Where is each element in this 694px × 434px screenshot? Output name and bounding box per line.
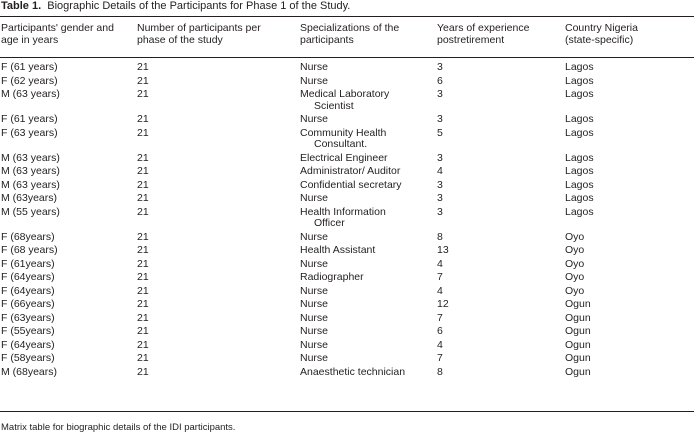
cell-years-experience: 3 <box>437 205 443 218</box>
table-top-rule <box>0 16 694 17</box>
cell-gender-age: M (68years) <box>1 365 58 378</box>
cell-state: Lagos <box>565 61 594 73</box>
table-row <box>0 353 694 367</box>
cell-specialization: Confidential secretary <box>300 178 402 191</box>
cell-gender-age: F (61years) <box>1 257 55 270</box>
cell-gender-age: F (64years) <box>1 284 55 297</box>
cell-specialization: Nurse <box>300 325 329 337</box>
cell-years-experience: 3 <box>437 151 443 164</box>
cell-years-experience: 5 <box>437 126 443 139</box>
cell-specialization: Community Health Consultant. <box>300 126 387 150</box>
cell-participant-count: 21 <box>137 178 149 191</box>
cell-participant-count: 21 <box>137 126 149 139</box>
cell-specialization: Radiographer <box>300 271 364 283</box>
cell-years-experience: 8 <box>437 365 443 378</box>
cell-participant-count: 21 <box>137 230 149 243</box>
table-row <box>0 272 694 286</box>
cell-years-experience: 4 <box>437 257 443 270</box>
header-participant-count: Number of participants per phase of the study <box>137 22 261 47</box>
cell-specialization: Nurse <box>300 61 329 73</box>
cell-participant-count: 21 <box>137 338 149 351</box>
table-header-rule <box>0 57 694 58</box>
cell-participant-count: 21 <box>137 311 149 324</box>
cell-state: Lagos <box>565 165 594 177</box>
table-row <box>0 259 694 273</box>
cell-years-experience: 3 <box>437 88 443 100</box>
cell-gender-age: F (66years) <box>1 298 55 310</box>
cell-gender-age: F (68years) <box>1 230 55 243</box>
cell-gender-age: M (63 years) <box>1 165 60 177</box>
cell-participant-count: 21 <box>137 352 149 364</box>
header-gender-age: Participants' gender and age in years <box>1 22 114 47</box>
table-row <box>0 232 694 246</box>
cell-state: Ogun <box>565 352 591 364</box>
cell-gender-age: F (64years) <box>1 271 55 283</box>
cell-participant-count: 21 <box>137 61 149 73</box>
table-row <box>0 367 694 381</box>
table-bottom-rule <box>0 411 694 412</box>
cell-state: Ogun <box>565 298 591 310</box>
cell-state: Ogun <box>565 365 591 378</box>
table-row <box>0 153 694 167</box>
cell-years-experience: 3 <box>437 113 443 125</box>
cell-participant-count: 21 <box>137 113 149 125</box>
cell-state: Oyo <box>565 244 585 256</box>
cell-specialization: Nurse <box>300 74 329 87</box>
cell-years-experience: 7 <box>437 311 443 324</box>
cell-specialization: Nurse <box>300 192 329 204</box>
cell-gender-age: F (63 years) <box>1 126 58 139</box>
table-row <box>0 193 694 207</box>
cell-participant-count: 21 <box>137 257 149 270</box>
cell-specialization: Nurse <box>300 257 329 270</box>
cell-specialization: Nurse <box>300 113 329 125</box>
cell-participant-count: 21 <box>137 284 149 297</box>
cell-state: Oyo <box>565 271 585 283</box>
cell-state: Ogun <box>565 338 591 351</box>
cell-years-experience: 12 <box>437 298 449 310</box>
cell-state: Oyo <box>565 257 585 270</box>
cell-participant-count: 21 <box>137 244 149 256</box>
cell-years-experience: 6 <box>437 325 443 337</box>
header-years-experience: Years of experience postretirement <box>437 22 530 47</box>
cell-gender-age: M (55 years) <box>1 205 60 218</box>
table-row <box>0 62 694 76</box>
table-row <box>0 114 694 128</box>
cell-specialization: Nurse <box>300 298 329 310</box>
cell-years-experience: 6 <box>437 74 443 87</box>
cell-years-experience: 4 <box>437 165 443 177</box>
cell-state: Lagos <box>565 178 594 191</box>
table-row <box>0 207 694 232</box>
table-row <box>0 340 694 354</box>
cell-participant-count: 21 <box>137 165 149 177</box>
cell-participant-count: 21 <box>137 325 149 337</box>
cell-specialization: Medical Laboratory Scientist <box>300 88 390 112</box>
cell-participant-count: 21 <box>137 205 149 218</box>
cell-specialization: Nurse <box>300 338 329 351</box>
table-body <box>0 62 694 380</box>
cell-years-experience: 8 <box>437 230 443 243</box>
cell-state: Lagos <box>565 126 594 139</box>
cell-state: Oyo <box>565 230 585 243</box>
cell-specialization: Nurse <box>300 352 329 364</box>
cell-gender-age: F (55years) <box>1 325 55 337</box>
cell-gender-age: F (63years) <box>1 311 55 324</box>
cell-state: Lagos <box>565 192 594 204</box>
cell-years-experience: 3 <box>437 192 443 204</box>
cell-gender-age: F (58years) <box>1 352 55 364</box>
table-row <box>0 76 694 90</box>
table-row <box>0 245 694 259</box>
cell-state: Lagos <box>565 113 594 125</box>
cell-state: Lagos <box>565 88 594 100</box>
cell-state: Lagos <box>565 151 594 164</box>
cell-specialization: Nurse <box>300 230 329 243</box>
cell-state: Ogun <box>565 325 591 337</box>
cell-gender-age: F (68 years) <box>1 244 58 256</box>
cell-years-experience: 7 <box>437 271 443 283</box>
cell-years-experience: 7 <box>437 352 443 364</box>
table-row <box>0 299 694 313</box>
table-row <box>0 180 694 194</box>
cell-state: Lagos <box>565 205 594 218</box>
cell-participant-count: 21 <box>137 271 149 283</box>
cell-gender-age: M (63years) <box>1 192 58 204</box>
cell-years-experience: 4 <box>437 338 443 351</box>
table-caption-text: Biographic Details of the Participants for Phase 1 of the Study. <box>47 0 351 12</box>
table-row <box>0 326 694 340</box>
table-caption-label: Table 1. <box>1 0 42 12</box>
cell-gender-age: M (63 years) <box>1 88 60 100</box>
table-row <box>0 313 694 327</box>
table-row <box>0 286 694 300</box>
cell-participant-count: 21 <box>137 365 149 378</box>
table-row <box>0 128 694 153</box>
cell-years-experience: 3 <box>437 178 443 191</box>
cell-gender-age: F (62 years) <box>1 74 58 87</box>
cell-specialization: Health Information Officer <box>300 205 386 229</box>
cell-gender-age: F (61 years) <box>1 113 58 125</box>
cell-specialization: Health Assistant <box>300 244 376 256</box>
cell-gender-age: M (63 years) <box>1 178 60 191</box>
cell-specialization: Anaesthetic technician <box>300 365 406 378</box>
cell-participant-count: 21 <box>137 192 149 204</box>
table-footnote: Matrix table for biographic details of the IDI participants. <box>1 422 236 433</box>
cell-years-experience: 3 <box>437 61 443 73</box>
cell-state: Ogun <box>565 311 591 324</box>
header-specialization: Specializations of the participants <box>300 22 400 47</box>
cell-state: Lagos <box>565 74 594 87</box>
cell-gender-age: M (63 years) <box>1 151 60 164</box>
table-row <box>0 89 694 114</box>
cell-gender-age: F (64years) <box>1 338 55 351</box>
cell-participant-count: 21 <box>137 151 149 164</box>
cell-participant-count: 21 <box>137 88 149 100</box>
cell-years-experience: 13 <box>437 244 449 256</box>
header-state: Country Nigeria (state-specific) <box>565 22 638 47</box>
table-caption <box>1 0 691 13</box>
cell-specialization: Nurse <box>300 284 329 297</box>
cell-participant-count: 21 <box>137 74 149 87</box>
cell-specialization: Administrator/ Auditor <box>300 165 401 177</box>
cell-state: Oyo <box>565 284 585 297</box>
cell-gender-age: F (61 years) <box>1 61 58 73</box>
cell-specialization: Electrical Engineer <box>300 151 388 164</box>
table-row <box>0 166 694 180</box>
cell-participant-count: 21 <box>137 298 149 310</box>
cell-years-experience: 4 <box>437 284 443 297</box>
cell-specialization: Nurse <box>300 311 329 324</box>
